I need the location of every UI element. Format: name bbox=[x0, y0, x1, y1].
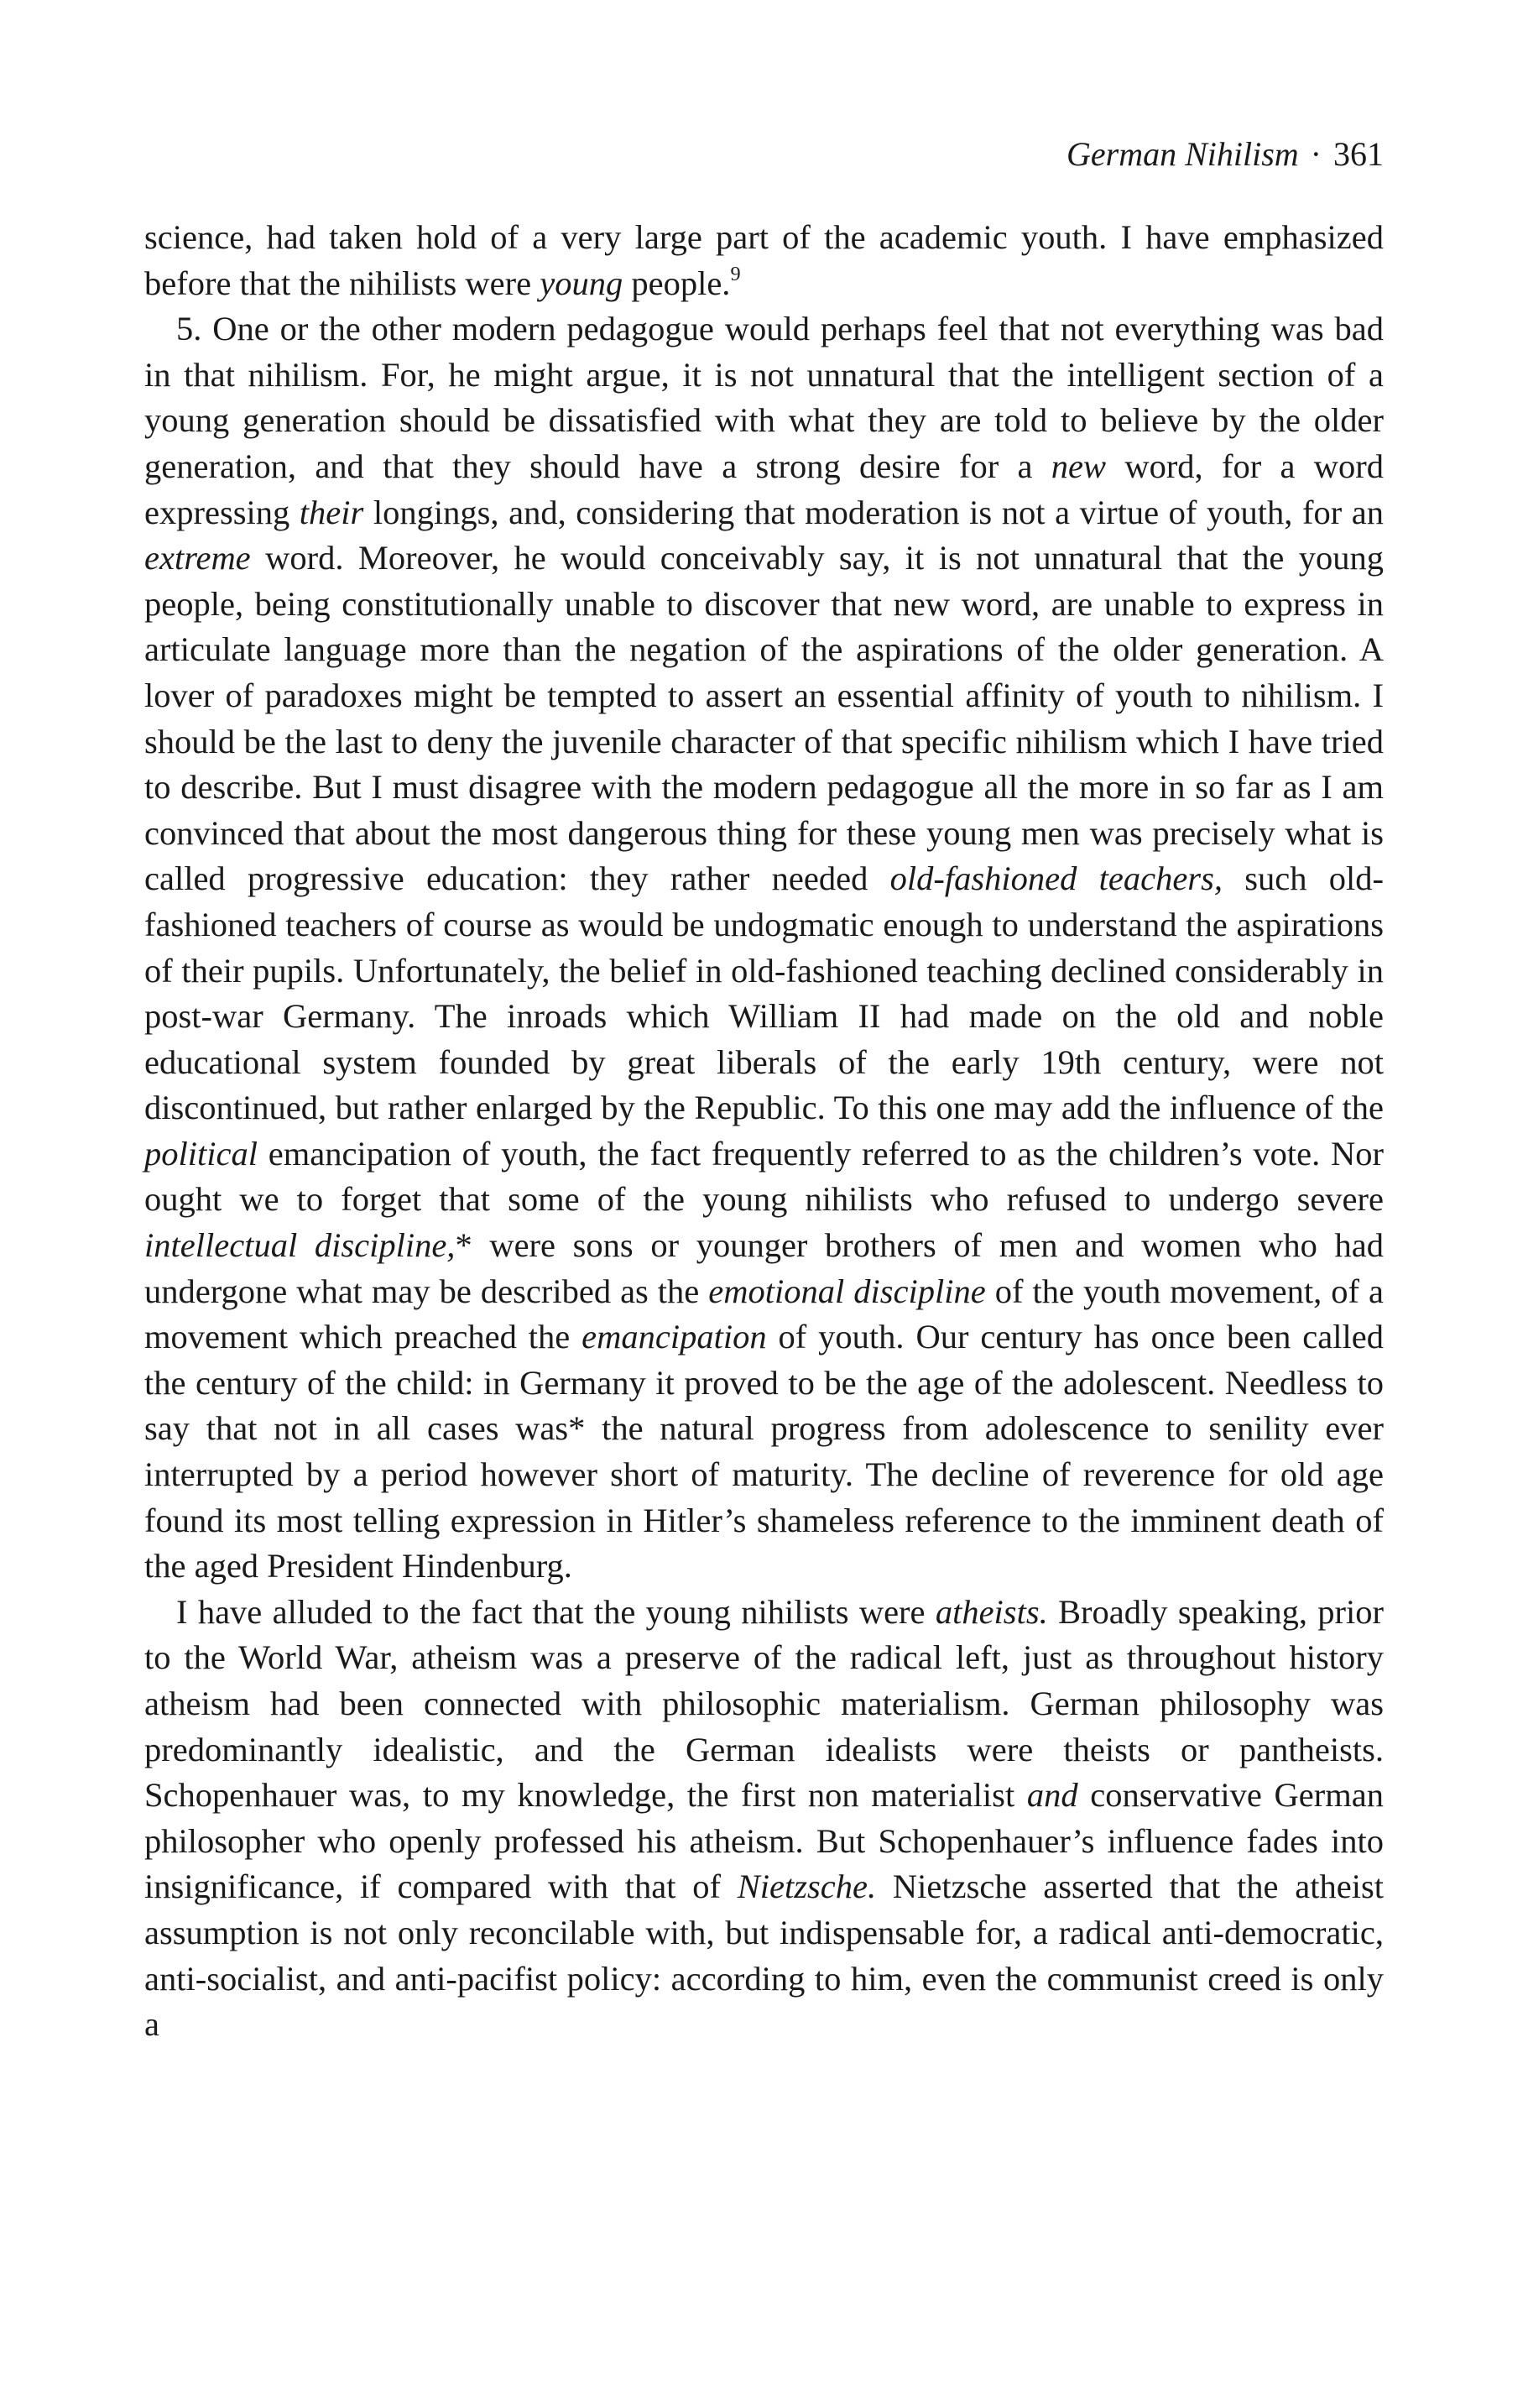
text-run: I have alluded to the fact that the young nihilists were bbox=[176, 1592, 936, 1631]
text-run: emancipation of youth, the fact frequently referred to as the children’s vote. Nor ought we to forget that some of the young nihilists who refused to undergo severe bbox=[144, 1134, 1384, 1219]
text-run: of youth. Our century has once been called the century of the child: in Germany it proved to be the age of the adolescent. Needless to say that not in all cases was* the natural progress from adolescence to senility ever interrupted by a period however short of maturity. The decline of reverence for old age found its most telling expression in Hitler’s shameless reference to the imminent death of the aged President Hindenburg. bbox=[144, 1318, 1384, 1585]
italic-emphasis: new bbox=[1051, 447, 1107, 485]
text-run: 5. One or the other modern pedagogue would perhaps feel that not everything was bad in that nihilism. For, he might argue, it is not unnatural that the intelligent section of a young generation should be dissatisfied with what they are told to believe by the older generation, and that they should have a strong desire for a bbox=[144, 310, 1384, 485]
paragraph-1 bbox=[144, 215, 1384, 306]
italic-emphasis: emancipation bbox=[581, 1318, 767, 1356]
italic-emphasis: emotional discipline bbox=[708, 1272, 986, 1310]
paragraph-3 bbox=[144, 1590, 1384, 2048]
body-text bbox=[144, 215, 1384, 2048]
text-run: word, for a word expressing bbox=[144, 447, 1384, 531]
text-run: science, had taken hold of a very large part of the academic youth. I have emphasized before that the nihilists were bbox=[144, 218, 1384, 302]
italic-emphasis: Nietzsche. bbox=[737, 1867, 877, 1906]
paragraph-2 bbox=[144, 306, 1384, 1590]
text-run: such old-fashioned teachers of course as would be undogmatic enough to understand the aspirations of their pupils. Unfortunately, the belief in old-fashioned teaching declined considerably in post-war Germany. The inroads which William II had made on the old and noble educational system founded by great liberals of the early 19th century, were not discontinued, but rather enlarged by the Republic. To this one may add the influence of the bbox=[144, 859, 1384, 1127]
text-run: conservative German philosopher who openly professed his atheism. But Schopenhauer’s influence fades into insignificance, if compared with that of bbox=[144, 1776, 1384, 1906]
running-head-title: German Nihilism bbox=[1066, 135, 1299, 173]
text-run: * were sons or younger brothers of men and women who had undergone what may be described as the bbox=[144, 1226, 1384, 1310]
page-number: 361 bbox=[1333, 135, 1384, 173]
italic-emphasis: old-fashioned teachers, bbox=[889, 859, 1223, 898]
text-run: Broadly speaking, prior to the World War, atheism was a preserve of the radical left, just as throughout history atheism had been connected with philosophic materialism. German philosophy was predominantly idealistic, and the German idealists were theists or pantheists. Schopenhauer was, to my knowledge, the first non materialist bbox=[144, 1592, 1384, 1815]
italic-emphasis: political bbox=[144, 1134, 258, 1173]
text-run: people. bbox=[623, 264, 731, 302]
text-run: of the youth movement, of a movement which preached the bbox=[144, 1272, 1384, 1356]
italic-emphasis: atheists. bbox=[935, 1592, 1048, 1631]
italic-emphasis: and bbox=[1026, 1776, 1078, 1815]
text-run: word. Moreover, he would conceivably say, it is not unnatural that the young people, being constitutionally unable to discover that new word, are unable to express in articulate language more than the negation of the aspirations of the older generation. A lover of paradoxes might be tempted to assert an essential affinity of youth to nihilism. I should be the last to deny the juvenile character of that specific nihilism which I have tried to describe. But I must disagree with the modern pedagogue all the more in so far as I am convinced that about the most dangerous thing for these young men was precisely what is called progressive education: they rather needed bbox=[144, 539, 1384, 898]
text-run: longings, and, considering that moderation is not a virtue of youth, for an bbox=[363, 493, 1384, 531]
running-head bbox=[1066, 134, 1384, 175]
footnote-marker: 9 bbox=[730, 262, 741, 285]
italic-emphasis: young bbox=[540, 264, 623, 302]
italic-emphasis: extreme bbox=[144, 539, 251, 577]
italic-emphasis: intellectual discipline, bbox=[144, 1226, 456, 1265]
italic-emphasis: their bbox=[299, 493, 364, 531]
running-head-separator: · bbox=[1310, 135, 1322, 173]
text-run: Nietzsche asserted that the atheist assumption is not only reconcilable with, but indispensable for, a radical anti-democratic, anti-socialist, and anti-pacifist policy: according to him, even the communist creed is only a bbox=[144, 1867, 1384, 2044]
